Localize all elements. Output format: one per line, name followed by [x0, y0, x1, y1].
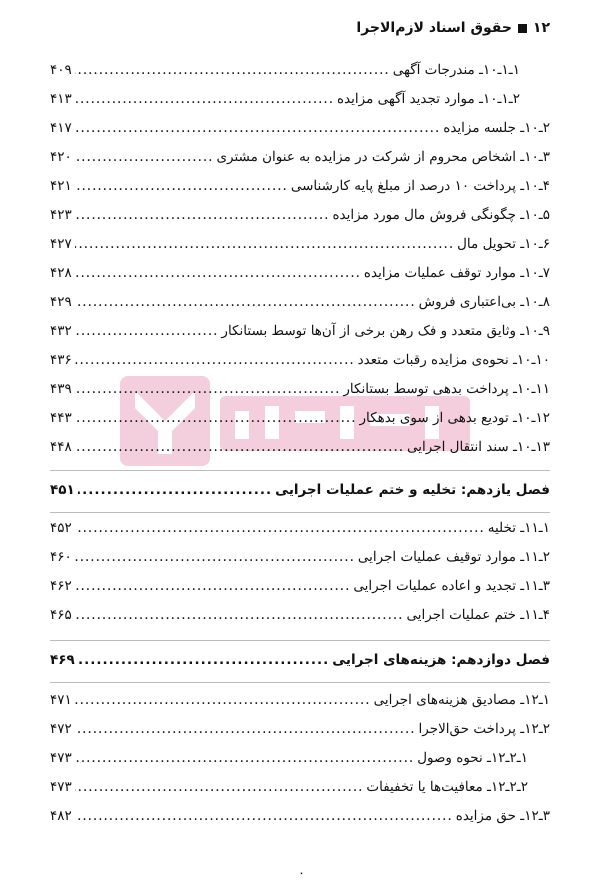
leader-dots: [75, 381, 341, 397]
toc-entry: [50, 808, 550, 832]
entry-page: ۴۶۰: [50, 549, 72, 565]
square-bullet-icon: [518, 24, 527, 33]
entry-title: ۷ـ۱۰ـ موارد توقف عملیات مزایده: [363, 265, 550, 281]
toc-entry: [50, 750, 550, 774]
divider: [50, 512, 550, 513]
toc-entry: [50, 381, 550, 405]
leader-dots: [75, 520, 485, 536]
leader-dots: [75, 294, 416, 310]
entry-page: ۴۳۲: [50, 323, 72, 339]
entry-title: ۲ـ۲ـ۱۲ـ معافیت‌ها یا تخفیفات: [366, 779, 528, 795]
book-title: حقوق اسناد لازم‌الاجرا: [356, 20, 512, 36]
chapter-title: فصل یازدهم: تخلیه و ختم عملیات اجرایی: [275, 482, 550, 498]
toc-entry: [50, 323, 550, 347]
leader-dots: [75, 236, 454, 252]
chapter-page: ۴۶۹: [50, 652, 75, 668]
leader-dots: [75, 323, 219, 339]
toc-entry: [50, 294, 550, 318]
entry-page: ۴۲۱: [50, 178, 72, 194]
leader-dots: [75, 808, 453, 824]
chapter-page: ۴۵۱: [50, 482, 75, 498]
leader-dots: [75, 779, 364, 795]
leader-dots: [75, 692, 371, 708]
divider: [50, 682, 550, 683]
entry-title: ۲ـ۱۲ـ پرداخت حق‌الاجرا: [418, 721, 550, 737]
entry-page: ۴۲۹: [50, 294, 72, 310]
entry-title: ۱۳ـ۱۰ـ سند انتقال اجرایی: [407, 439, 550, 455]
entry-title: ۱ـ۲ـ۱۲ـ نحوه وصول: [417, 750, 528, 766]
entry-title: ۶ـ۱۰ـ تحویل مال: [457, 236, 550, 252]
entry-page: ۴۰۹: [50, 62, 72, 78]
toc-entry: [50, 520, 550, 544]
toc-entry: [50, 149, 550, 173]
leader-dots: [75, 410, 357, 426]
entry-title: ۲ـ۱۰ـ جلسه مزایده: [443, 120, 550, 136]
toc-entry: [50, 236, 550, 260]
divider: [50, 640, 550, 641]
entry-page: ۴۷۲: [50, 721, 72, 737]
entry-title: ۱ـ۱ـ۱۰ـ مندرجات آگهی: [392, 62, 520, 78]
leader-dots: [75, 265, 361, 281]
chapter-heading: [50, 652, 550, 680]
leader-dots: [75, 62, 390, 78]
leader-dots: [75, 149, 214, 165]
leader-dots: [75, 549, 355, 565]
toc-entry: [50, 439, 550, 463]
entry-title: ۵ـ۱۰ـ چگونگی فروش مال مورد مزایده: [332, 207, 550, 223]
leader-dots: [75, 207, 330, 223]
entry-page: ۴۶۲: [50, 578, 72, 594]
entry-title: ۲ـ۱۱ـ موارد توقیف عملیات اجرایی: [357, 549, 550, 565]
leader-dots: [75, 721, 416, 737]
toc-entry: [50, 607, 550, 631]
toc-entry: [50, 91, 550, 115]
chapter-title: فصل دوازدهم: هزینه‌های اجرایی: [332, 652, 550, 668]
page-header: [356, 20, 550, 36]
entry-page: ۴۳۹: [50, 381, 72, 397]
entry-title: ۱۱ـ۱۰ـ پرداخت بدهی توسط بستانکار: [343, 381, 550, 397]
entry-page: ۴۲۳: [50, 207, 72, 223]
page-number: ۱۲: [532, 20, 550, 36]
entry-title: ۲ـ۱ـ۱۰ـ موارد تجدید آگهی مزایده: [337, 91, 520, 107]
entry-page: ۴۲۰: [50, 149, 72, 165]
toc-entry: [50, 578, 550, 602]
entry-page: ۴۷۳: [50, 779, 72, 795]
leader-dots: [75, 178, 288, 194]
entry-page: ۴۲۷: [50, 236, 72, 252]
toc-entry: [50, 62, 550, 86]
entry-page: ۴۴۳: [50, 410, 72, 426]
entry-title: ۱ـ۱۱ـ تخلیه: [487, 520, 550, 536]
entry-title: ۴ـ۱۱ـ ختم عملیات اجرایی: [406, 607, 550, 623]
entry-page: ۴۴۸: [50, 439, 72, 455]
leader-dots: [75, 352, 355, 368]
entry-page: ۴۶۵: [50, 607, 72, 623]
leader-dots: [78, 482, 272, 498]
chapter-heading: [50, 482, 550, 510]
entry-title: ۱۲ـ۱۰ـ تودیع بدهی از سوی بدهکار: [359, 410, 550, 426]
entry-title: ۳ـ۱۰ـ اشخاص محروم از شرکت در مزایده به عنوان مشتری: [216, 149, 550, 165]
entry-page: ۴۷۳: [50, 750, 72, 766]
toc-entry: [50, 207, 550, 231]
entry-title: ۴ـ۱۰ـ پرداخت ۱۰ درصد از مبلغ پایه کارشناسی: [290, 178, 550, 194]
toc-entry: [50, 779, 550, 803]
entry-title: ۱۰ـ۱۰ـ نحوه‌ی مزایده رقبات متعدد: [357, 352, 550, 368]
toc-entry: [50, 410, 550, 434]
leader-dots: [78, 652, 330, 668]
leader-dots: [75, 750, 414, 766]
divider: [50, 470, 550, 471]
toc-entry: [50, 721, 550, 745]
footer-mark: ٠: [298, 866, 305, 881]
entry-title: ۹ـ۱۰ـ وثایق متعدد و فک رهن برخی از آن‌ها توسط بستانکار: [221, 323, 550, 339]
leader-dots: [75, 578, 351, 594]
toc-entry: [50, 692, 550, 716]
leader-dots: [75, 120, 441, 136]
entry-title: ۸ـ۱۰ـ بی‌اعتباری فروش: [418, 294, 550, 310]
toc-entry: [50, 120, 550, 144]
entry-page: ۴۱۳: [50, 91, 72, 107]
entry-title: ۱ـ۱۲ـ مصادیق هزینه‌های اجرایی: [373, 692, 550, 708]
toc-entry: [50, 265, 550, 289]
toc-entry: [50, 178, 550, 202]
entry-page: ۴۳۶: [50, 352, 72, 368]
entry-page: ۴۷۱: [50, 692, 72, 708]
leader-dots: [75, 439, 404, 455]
entry-page: ۴۱۷: [50, 120, 72, 136]
entry-page: ۴۸۲: [50, 808, 72, 824]
entry-page: ۴۵۲: [50, 520, 72, 536]
entry-page: ۴۲۸: [50, 265, 72, 281]
leader-dots: [75, 91, 334, 107]
leader-dots: [75, 607, 404, 623]
entry-title: ۳ـ۱۲ـ حق مزایده: [455, 808, 550, 824]
entry-title: ۳ـ۱۱ـ تجدید و اعاده عملیات اجرایی: [353, 578, 550, 594]
toc-entry: [50, 549, 550, 573]
toc-entry: [50, 352, 550, 376]
